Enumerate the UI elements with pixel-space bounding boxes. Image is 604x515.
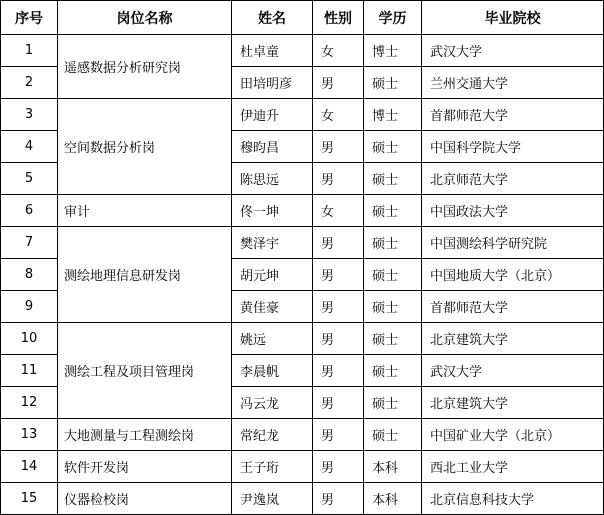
cell-post: 软件开发岗 (58, 451, 232, 483)
cell-name: 黄佳豪 (232, 291, 313, 323)
cell-school: 中国政法大学 (422, 195, 604, 227)
cell-gender: 男 (313, 291, 364, 323)
cell-gender: 男 (313, 387, 364, 419)
cell-school: 中国科学院大学 (422, 131, 604, 163)
cell-no: 8 (1, 259, 58, 291)
cell-name: 冯云龙 (232, 387, 313, 419)
cell-post: 大地测量与工程测绘岗 (58, 419, 232, 451)
header-degree: 学历 (364, 1, 422, 35)
cell-post: 遥感数据分析研究岗 (58, 35, 232, 99)
cell-no: 6 (1, 195, 58, 227)
cell-gender: 女 (313, 35, 364, 67)
cell-school: 北京师范大学 (422, 163, 604, 195)
cell-name: 尹逸岚 (232, 483, 313, 515)
cell-no: 2 (1, 67, 58, 99)
header-no: 序号 (1, 1, 58, 35)
cell-degree: 硕士 (364, 355, 422, 387)
cell-name: 李晨帆 (232, 355, 313, 387)
table-header-row (1, 1, 604, 35)
cell-degree: 硕士 (364, 291, 422, 323)
cell-degree: 硕士 (364, 67, 422, 99)
cell-school: 中国矿业大学（北京） (422, 419, 604, 451)
header-name: 姓名 (232, 1, 313, 35)
cell-no: 4 (1, 131, 58, 163)
cell-school: 北京建筑大学 (422, 323, 604, 355)
cell-degree: 硕士 (364, 419, 422, 451)
cell-name: 穆昀昌 (232, 131, 313, 163)
cell-school: 首都师范大学 (422, 291, 604, 323)
cell-no: 10 (1, 323, 58, 355)
cell-name: 佟一坤 (232, 195, 313, 227)
cell-no: 13 (1, 419, 58, 451)
cell-name: 常纪龙 (232, 419, 313, 451)
table-row (1, 323, 604, 355)
table-row (1, 227, 604, 259)
cell-no: 3 (1, 99, 58, 131)
cell-name: 姚远 (232, 323, 313, 355)
cell-name: 樊泽宇 (232, 227, 313, 259)
cell-gender: 男 (313, 451, 364, 483)
cell-name: 伊迪升 (232, 99, 313, 131)
table-row (1, 419, 604, 451)
cell-no: 14 (1, 451, 58, 483)
cell-degree: 硕士 (364, 387, 422, 419)
header-gender: 性别 (313, 1, 364, 35)
cell-post: 空间数据分析岗 (58, 99, 232, 195)
cell-no: 11 (1, 355, 58, 387)
cell-degree: 博士 (364, 99, 422, 131)
cell-gender: 男 (313, 259, 364, 291)
cell-post: 测绘工程及项目管理岗 (58, 323, 232, 419)
cell-school: 北京信息科技大学 (422, 483, 604, 515)
cell-name: 田培明彦 (232, 67, 313, 99)
cell-degree: 硕士 (364, 323, 422, 355)
cell-post: 测绘地理信息研发岗 (58, 227, 232, 323)
cell-school: 武汉大学 (422, 355, 604, 387)
cell-post: 仪器检校岗 (58, 483, 232, 515)
cell-gender: 男 (313, 419, 364, 451)
cell-gender: 男 (313, 323, 364, 355)
cell-school: 北京建筑大学 (422, 387, 604, 419)
cell-post: 审计 (58, 195, 232, 227)
cell-gender: 男 (313, 227, 364, 259)
cell-degree: 博士 (364, 35, 422, 67)
cell-no: 7 (1, 227, 58, 259)
cell-degree: 硕士 (364, 131, 422, 163)
cell-degree: 本科 (364, 451, 422, 483)
cell-degree: 硕士 (364, 163, 422, 195)
cell-gender: 男 (313, 67, 364, 99)
cell-no: 1 (1, 35, 58, 67)
cell-school: 西北工业大学 (422, 451, 604, 483)
cell-school: 兰州交通大学 (422, 67, 604, 99)
cell-gender: 男 (313, 131, 364, 163)
cell-gender: 男 (313, 355, 364, 387)
cell-gender: 女 (313, 195, 364, 227)
cell-name: 陈思远 (232, 163, 313, 195)
cell-gender: 男 (313, 483, 364, 515)
cell-school: 武汉大学 (422, 35, 604, 67)
table-row (1, 35, 604, 67)
cell-gender: 男 (313, 163, 364, 195)
cell-degree: 硕士 (364, 259, 422, 291)
cell-name: 胡元坤 (232, 259, 313, 291)
cell-no: 9 (1, 291, 58, 323)
cell-no: 5 (1, 163, 58, 195)
cell-school: 中国测绘科学研究院 (422, 227, 604, 259)
cell-no: 15 (1, 483, 58, 515)
cell-gender: 女 (313, 99, 364, 131)
cell-degree: 本科 (364, 483, 422, 515)
cell-name: 王子珩 (232, 451, 313, 483)
cell-degree: 硕士 (364, 195, 422, 227)
header-post: 岗位名称 (58, 1, 232, 35)
cell-no: 12 (1, 387, 58, 419)
cell-school: 中国地质大学（北京） (422, 259, 604, 291)
header-school: 毕业院校 (422, 1, 604, 35)
table-row (1, 99, 604, 131)
cell-school: 首都师范大学 (422, 99, 604, 131)
cell-name: 杜卓童 (232, 35, 313, 67)
cell-degree: 硕士 (364, 227, 422, 259)
table-row (1, 451, 604, 483)
table-row (1, 195, 604, 227)
